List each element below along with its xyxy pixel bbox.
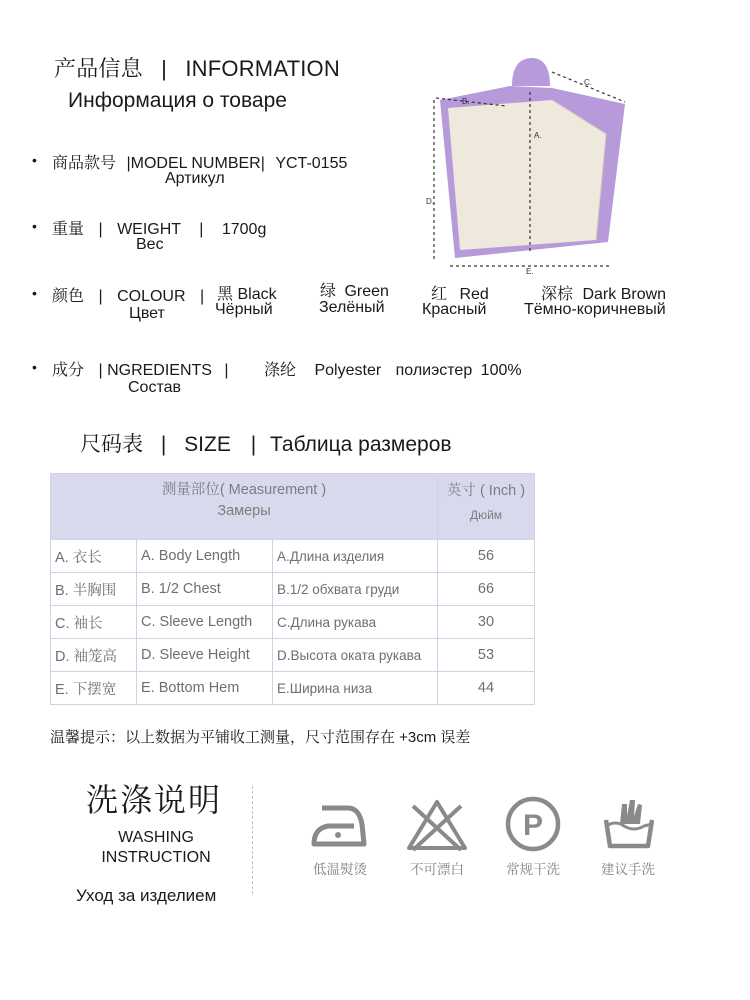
no-bleach-icon	[405, 798, 469, 852]
model-value: YCT-0155	[275, 155, 348, 172]
washing-title-cn: 洗涤说明	[86, 782, 223, 818]
colour-en: Green	[344, 283, 389, 300]
ingredients-percent: 100%	[480, 362, 522, 379]
header-measure-ru: Замеры	[217, 503, 271, 519]
dry-clean-label: 常规干洗	[506, 862, 560, 877]
table-header-row	[51, 474, 535, 540]
weight-label-cn: 重量	[52, 221, 85, 238]
info-heading-en: INFORMATION	[185, 56, 340, 81]
weight-value: 1700g	[221, 221, 267, 238]
colour-row	[52, 283, 204, 306]
cell-cn: B. 半胸围	[51, 573, 137, 606]
colour-label-en: COLOUR	[117, 288, 186, 305]
cell-ru: C.Длина рукава	[273, 606, 438, 639]
ingredients-value	[264, 357, 522, 380]
ingredients-value-ru: полиэстер	[395, 362, 473, 379]
sep: |	[250, 433, 257, 456]
sep: |	[160, 433, 167, 456]
size-heading-en: SIZE	[184, 433, 231, 456]
poncho-lining	[448, 100, 606, 250]
cell-value: 56	[438, 540, 535, 573]
colour-option-green-ru: Зелёный	[319, 299, 385, 316]
washing-divider	[252, 786, 253, 894]
cell-ru: B.1/2 обхвата груди	[273, 573, 438, 606]
diagram-label-b: B.	[462, 97, 470, 106]
poncho-hood	[512, 58, 550, 86]
washing-title-en-1: WASHING	[118, 829, 194, 846]
table-row	[51, 573, 535, 606]
colour-cn: 深棕	[541, 286, 574, 303]
table-row	[51, 540, 535, 573]
diagram-label-c: C.	[584, 78, 592, 87]
ingredients-label-en: | NGREDIENTS	[98, 362, 212, 379]
cell-ru: E.Ширина низа	[273, 672, 438, 705]
cell-value: 44	[438, 672, 535, 705]
cell-cn: D. 袖笼高	[51, 639, 137, 672]
colour-option-red-ru: Красный	[422, 301, 487, 318]
colour-label-ru: Цвет	[129, 305, 165, 322]
info-heading-cn: 产品信息	[54, 56, 143, 81]
model-label-ru: Артикул	[165, 170, 225, 187]
colour-en: Black	[237, 286, 277, 303]
sep: |	[199, 221, 204, 238]
sep: |	[98, 288, 103, 305]
colour-label-cn: 颜色	[52, 288, 85, 305]
ingredients-label-cn: 成分	[52, 362, 85, 379]
cell-cn: E. 下摆宽	[51, 672, 137, 705]
no-bleach-label: 不可漂白	[410, 862, 464, 877]
hand-wash-label: 建议手洗	[601, 862, 655, 877]
cell-en: E. Bottom Hem	[137, 672, 273, 705]
washing-title-ru: Уход за изделием	[76, 886, 217, 905]
cell-value: 30	[438, 606, 535, 639]
table-row	[51, 639, 535, 672]
hand-wash-icon	[600, 796, 658, 852]
model-label-en: |MODEL NUMBER|	[126, 155, 265, 172]
size-table	[50, 473, 535, 705]
bullet: •	[32, 218, 37, 234]
colour-en: Dark Brown	[582, 286, 667, 303]
sep: |	[199, 288, 205, 305]
cell-ru: A.Длина изделия	[273, 540, 438, 573]
cell-en: A. Body Length	[137, 540, 273, 573]
dry-clean-p-icon	[504, 795, 562, 853]
washing-title-en-2: INSTRUCTION	[101, 849, 211, 866]
iron-low-label: 低温熨烫	[313, 862, 367, 877]
header-unit-ru: Дюйм	[469, 508, 503, 522]
sep: |	[224, 362, 229, 379]
measurement-note: 温馨提示：以上数据为平铺收工测量，尺寸范围存在 +3cm 误差	[50, 729, 471, 746]
cell-value: 53	[438, 639, 535, 672]
header-measure-cn: 测量部位	[161, 482, 220, 498]
cell-en: B. 1/2 Chest	[137, 573, 273, 606]
ingredients-label-ru: Состав	[128, 379, 181, 396]
bullet: •	[32, 285, 37, 301]
diagram-label-d: D.	[426, 197, 434, 206]
table-row	[51, 606, 535, 639]
model-label-cn: 商品款号	[52, 155, 117, 172]
size-heading-cn: 尺码表	[80, 433, 143, 456]
colour-option-green	[320, 278, 389, 301]
table-row	[51, 672, 535, 705]
bullet: •	[32, 359, 37, 375]
diagram-label-e: E.	[526, 267, 534, 276]
colour-en: Red	[459, 286, 489, 303]
weight-label-ru: Вес	[136, 236, 164, 253]
cell-cn: C. 袖长	[51, 606, 137, 639]
ingredients-value-cn: 涤纶	[264, 362, 297, 379]
cell-en: C. Sleeve Length	[137, 606, 273, 639]
cell-cn: A. 衣长	[51, 540, 137, 573]
info-heading	[54, 52, 340, 83]
weight-label-en: WEIGHT	[117, 221, 181, 238]
svg-text:P: P	[522, 809, 544, 842]
header-unit: 英寸 ( Inch )	[446, 483, 526, 499]
colour-cn: 绿	[320, 283, 337, 300]
sep: |	[98, 221, 103, 238]
iron-low-icon	[308, 798, 372, 850]
ingredients-value-en: Polyester	[314, 362, 382, 379]
colour-option-darkbrown-ru: Тёмно-коричневый	[524, 301, 666, 318]
table-header-unit	[438, 474, 535, 540]
size-heading-ru: Таблица размеров	[270, 433, 452, 456]
header-measure-en: ( Measurement )	[219, 482, 327, 498]
colour-cn: 红	[431, 286, 448, 303]
table-header-measurement	[51, 474, 438, 540]
colour-cn: 黑	[217, 286, 234, 303]
diagram-label-a: A.	[534, 131, 542, 140]
ingredients-row	[52, 357, 229, 380]
cell-ru: D.Высота оката рукава	[273, 639, 438, 672]
size-heading	[80, 428, 452, 458]
info-heading-ru: Информация о товаре	[68, 89, 287, 112]
poncho-diagram	[420, 52, 650, 277]
colour-option-black-ru: Чёрный	[215, 301, 273, 318]
washing-title-en	[96, 828, 216, 868]
cell-en: D. Sleeve Height	[137, 639, 273, 672]
bullet: •	[32, 152, 37, 168]
info-heading-sep: |	[161, 56, 168, 81]
cell-value: 66	[438, 573, 535, 606]
